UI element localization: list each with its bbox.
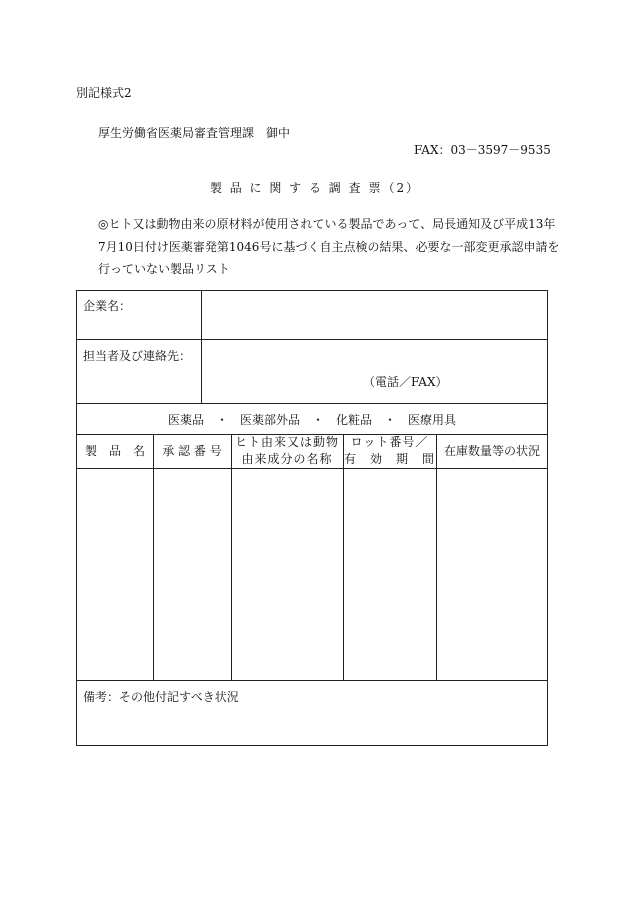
fax-number: FAX：03－3597－9535	[414, 143, 551, 157]
divider	[77, 339, 547, 340]
product-name-column[interactable]	[77, 469, 153, 680]
company-field[interactable]	[207, 297, 541, 333]
company-label: 企業名：	[83, 299, 132, 313]
description-line-2: 7月10日付け医薬審発第1046号に基づく自主点検の結果、必要な一部変更承認申請を	[98, 239, 560, 254]
origin-ingredient-column[interactable]	[232, 469, 343, 680]
header-lot-line-1: ロット番号／	[350, 435, 429, 449]
document-title: 製 品 に 関 す る 調 査 票（2）	[209, 181, 421, 195]
stock-status-column[interactable]	[437, 469, 547, 680]
divider	[201, 291, 202, 403]
divider	[77, 680, 547, 681]
header-lot-line-2: 有 効 期 間	[343, 452, 435, 466]
header-lot-expiry	[343, 434, 436, 468]
contact-label: 担当者及び連絡先：	[83, 349, 192, 363]
remarks-field[interactable]	[83, 705, 541, 741]
addressee: 厚生労働省医薬局審査管理課 御中	[98, 126, 291, 140]
header-origin-line-1: ヒト由来又は動物	[234, 435, 339, 449]
lot-expiry-column[interactable]	[344, 469, 436, 680]
phone-fax-label: （電話／FAX）	[363, 375, 448, 389]
header-origin-line-2: 由来成分の名称	[241, 452, 333, 466]
survey-form-table	[76, 290, 548, 746]
header-stock-status: 在庫数量等の状況	[443, 444, 540, 458]
header-origin-ingredient	[231, 434, 343, 468]
header-approval-number: 承 認 番 号	[162, 444, 222, 458]
category-options: 医薬品 ・ 医薬部外品 ・ 化粧品 ・ 医療用具	[167, 413, 456, 427]
divider	[77, 403, 547, 404]
description	[98, 213, 568, 281]
header-product-name: 製 品 名	[84, 444, 145, 458]
description-line-3: 行っていない製品リスト	[98, 262, 230, 276]
approval-number-column[interactable]	[154, 469, 231, 680]
remarks-label: 備考：その他付記すべき状況	[83, 690, 239, 704]
description-line-1: ◎ヒト又は動物由来の原材料が使用されている製品であって、局長通知及び平成13年	[98, 217, 556, 231]
form-label: 別記様式2	[76, 86, 132, 100]
